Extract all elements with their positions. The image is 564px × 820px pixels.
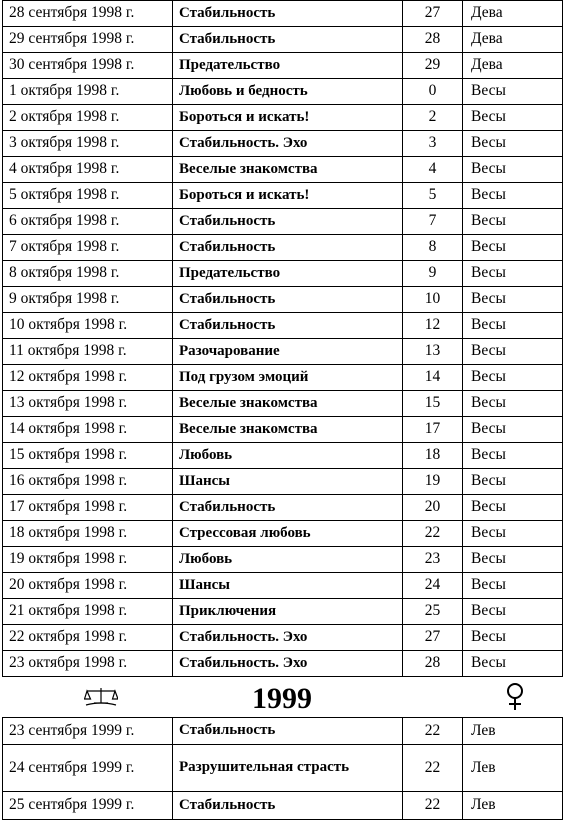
table-row xyxy=(3,79,563,105)
year-header xyxy=(2,680,562,717)
theme-cell: Стабильность. Эхо xyxy=(173,131,403,157)
degree-cell: 9 xyxy=(403,261,463,287)
date-cell: 21 октября 1998 г. xyxy=(3,599,173,625)
degree-cell: 27 xyxy=(403,1,463,27)
table-row xyxy=(3,651,563,677)
sign-cell: Весы xyxy=(463,417,563,443)
theme-cell: Разочарование xyxy=(173,339,403,365)
theme-cell: Шансы xyxy=(173,573,403,599)
table-row xyxy=(3,27,563,53)
sign-cell: Весы xyxy=(463,651,563,677)
theme-cell: Веселые знакомства xyxy=(173,391,403,417)
degree-cell: 29 xyxy=(403,53,463,79)
table-row xyxy=(3,625,563,651)
theme-cell: Любовь xyxy=(173,443,403,469)
date-cell: 24 сентября 1999 г. xyxy=(3,745,173,792)
degree-cell: 27 xyxy=(403,625,463,651)
date-cell: 9 октября 1998 г. xyxy=(3,287,173,313)
degree-cell: 13 xyxy=(403,339,463,365)
sign-cell: Весы xyxy=(463,339,563,365)
date-cell: 11 октября 1998 г. xyxy=(3,339,173,365)
degree-cell: 0 xyxy=(403,79,463,105)
degree-cell: 22 xyxy=(403,792,463,820)
sign-cell: Весы xyxy=(463,365,563,391)
date-cell: 10 октября 1998 г. xyxy=(3,313,173,339)
degree-cell: 23 xyxy=(403,547,463,573)
theme-cell: Любовь и бедность xyxy=(173,79,403,105)
table-row xyxy=(3,469,563,495)
table-row xyxy=(3,573,563,599)
degree-cell: 18 xyxy=(403,443,463,469)
date-cell: 17 октября 1998 г. xyxy=(3,495,173,521)
table-row xyxy=(3,53,563,79)
date-cell: 3 октября 1998 г. xyxy=(3,131,173,157)
sign-cell: Весы xyxy=(463,157,563,183)
degree-cell: 4 xyxy=(403,157,463,183)
table-1998-body xyxy=(3,1,563,677)
theme-cell: Стабильность xyxy=(173,235,403,261)
table-row xyxy=(3,209,563,235)
sign-cell: Лев xyxy=(463,792,563,820)
date-cell: 5 октября 1998 г. xyxy=(3,183,173,209)
sign-cell: Весы xyxy=(463,443,563,469)
date-cell: 6 октября 1998 г. xyxy=(3,209,173,235)
sign-cell: Лев xyxy=(463,718,563,745)
table-row xyxy=(3,313,563,339)
date-cell: 20 октября 1998 г. xyxy=(3,573,173,599)
date-cell: 19 октября 1998 г. xyxy=(3,547,173,573)
venus-symbol-icon xyxy=(504,682,526,712)
theme-cell: Предательство xyxy=(173,53,403,79)
table-row xyxy=(3,417,563,443)
date-cell: 8 октября 1998 г. xyxy=(3,261,173,287)
degree-cell: 7 xyxy=(403,209,463,235)
date-cell: 14 октября 1998 г. xyxy=(3,417,173,443)
date-cell: 7 октября 1998 г. xyxy=(3,235,173,261)
theme-cell: Стабильность xyxy=(173,718,403,745)
degree-cell: 12 xyxy=(403,313,463,339)
table-1999-body xyxy=(3,718,563,820)
table-1999 xyxy=(2,717,563,820)
table-row xyxy=(3,792,563,820)
date-cell: 13 октября 1998 г. xyxy=(3,391,173,417)
degree-cell: 22 xyxy=(403,745,463,792)
degree-cell: 25 xyxy=(403,599,463,625)
degree-cell: 17 xyxy=(403,417,463,443)
theme-cell: Стабильность xyxy=(173,27,403,53)
date-cell: 22 октября 1998 г. xyxy=(3,625,173,651)
table-row xyxy=(3,183,563,209)
sign-cell: Весы xyxy=(463,495,563,521)
date-cell: 25 сентября 1999 г. xyxy=(3,792,173,820)
sign-cell: Весы xyxy=(463,391,563,417)
table-row xyxy=(3,157,563,183)
degree-cell: 22 xyxy=(403,718,463,745)
table-row xyxy=(3,718,563,745)
date-cell: 30 сентября 1998 г. xyxy=(3,53,173,79)
sign-cell: Лев xyxy=(463,745,563,792)
date-cell: 23 октября 1998 г. xyxy=(3,651,173,677)
sign-cell: Дева xyxy=(463,53,563,79)
table-row xyxy=(3,339,563,365)
sign-cell: Весы xyxy=(463,521,563,547)
table-row xyxy=(3,391,563,417)
sign-cell: Весы xyxy=(463,131,563,157)
sign-cell: Весы xyxy=(463,625,563,651)
degree-cell: 3 xyxy=(403,131,463,157)
degree-cell: 22 xyxy=(403,521,463,547)
date-cell: 16 октября 1998 г. xyxy=(3,469,173,495)
table-row xyxy=(3,745,563,792)
table-row xyxy=(3,599,563,625)
date-cell: 28 сентября 1998 г. xyxy=(3,1,173,27)
date-cell: 15 октября 1998 г. xyxy=(3,443,173,469)
theme-cell: Любовь xyxy=(173,547,403,573)
degree-cell: 2 xyxy=(403,105,463,131)
sign-cell: Весы xyxy=(463,313,563,339)
theme-cell: Веселые знакомства xyxy=(173,417,403,443)
theme-cell: Под грузом эмоций xyxy=(173,365,403,391)
table-1998 xyxy=(2,0,563,677)
date-cell: 23 сентября 1999 г. xyxy=(3,718,173,745)
degree-cell: 14 xyxy=(403,365,463,391)
sign-cell: Дева xyxy=(463,1,563,27)
sign-cell: Весы xyxy=(463,79,563,105)
table-row xyxy=(3,443,563,469)
table-row xyxy=(3,235,563,261)
degree-cell: 15 xyxy=(403,391,463,417)
theme-cell: Стабильность. Эхо xyxy=(173,625,403,651)
theme-cell: Стабильность xyxy=(173,313,403,339)
theme-cell: Веселые знакомства xyxy=(173,157,403,183)
theme-cell: Предательство xyxy=(173,261,403,287)
table-row xyxy=(3,131,563,157)
theme-cell: Стабильность xyxy=(173,209,403,235)
sign-cell: Весы xyxy=(463,261,563,287)
degree-cell: 28 xyxy=(403,27,463,53)
date-cell: 29 сентября 1998 г. xyxy=(3,27,173,53)
sign-cell: Весы xyxy=(463,547,563,573)
sign-cell: Весы xyxy=(463,287,563,313)
theme-cell: Стабильность xyxy=(173,1,403,27)
theme-cell: Бороться и искать! xyxy=(173,183,403,209)
sign-cell: Весы xyxy=(463,105,563,131)
theme-cell: Стабильность xyxy=(173,495,403,521)
table-row xyxy=(3,547,563,573)
date-cell: 12 октября 1998 г. xyxy=(3,365,173,391)
degree-cell: 20 xyxy=(403,495,463,521)
theme-cell: Стрессовая любовь xyxy=(173,521,403,547)
table-row xyxy=(3,495,563,521)
sign-cell: Весы xyxy=(463,209,563,235)
table-row xyxy=(3,105,563,131)
degree-cell: 8 xyxy=(403,235,463,261)
degree-cell: 5 xyxy=(403,183,463,209)
table-row xyxy=(3,365,563,391)
date-cell: 4 октября 1998 г. xyxy=(3,157,173,183)
theme-cell: Стабильность. Эхо xyxy=(173,651,403,677)
theme-cell: Шансы xyxy=(173,469,403,495)
sign-cell: Дева xyxy=(463,27,563,53)
table-row xyxy=(3,261,563,287)
sign-cell: Весы xyxy=(463,235,563,261)
theme-cell: Стабильность xyxy=(173,792,403,820)
sign-cell: Весы xyxy=(463,599,563,625)
theme-cell: Бороться и искать! xyxy=(173,105,403,131)
degree-cell: 10 xyxy=(403,287,463,313)
theme-cell: Разрушительная страсть xyxy=(173,745,403,792)
date-cell: 1 октября 1998 г. xyxy=(3,79,173,105)
degree-cell: 24 xyxy=(403,573,463,599)
year-title: 1999 xyxy=(252,682,312,715)
table-row xyxy=(3,1,563,27)
date-cell: 2 октября 1998 г. xyxy=(3,105,173,131)
table-row xyxy=(3,287,563,313)
theme-cell: Стабильность xyxy=(173,287,403,313)
degree-cell: 19 xyxy=(403,469,463,495)
degree-cell: 28 xyxy=(403,651,463,677)
sign-cell: Весы xyxy=(463,573,563,599)
theme-cell: Приключения xyxy=(173,599,403,625)
date-cell: 18 октября 1998 г. xyxy=(3,521,173,547)
sign-cell: Весы xyxy=(463,183,563,209)
sign-cell: Весы xyxy=(463,469,563,495)
table-row xyxy=(3,521,563,547)
